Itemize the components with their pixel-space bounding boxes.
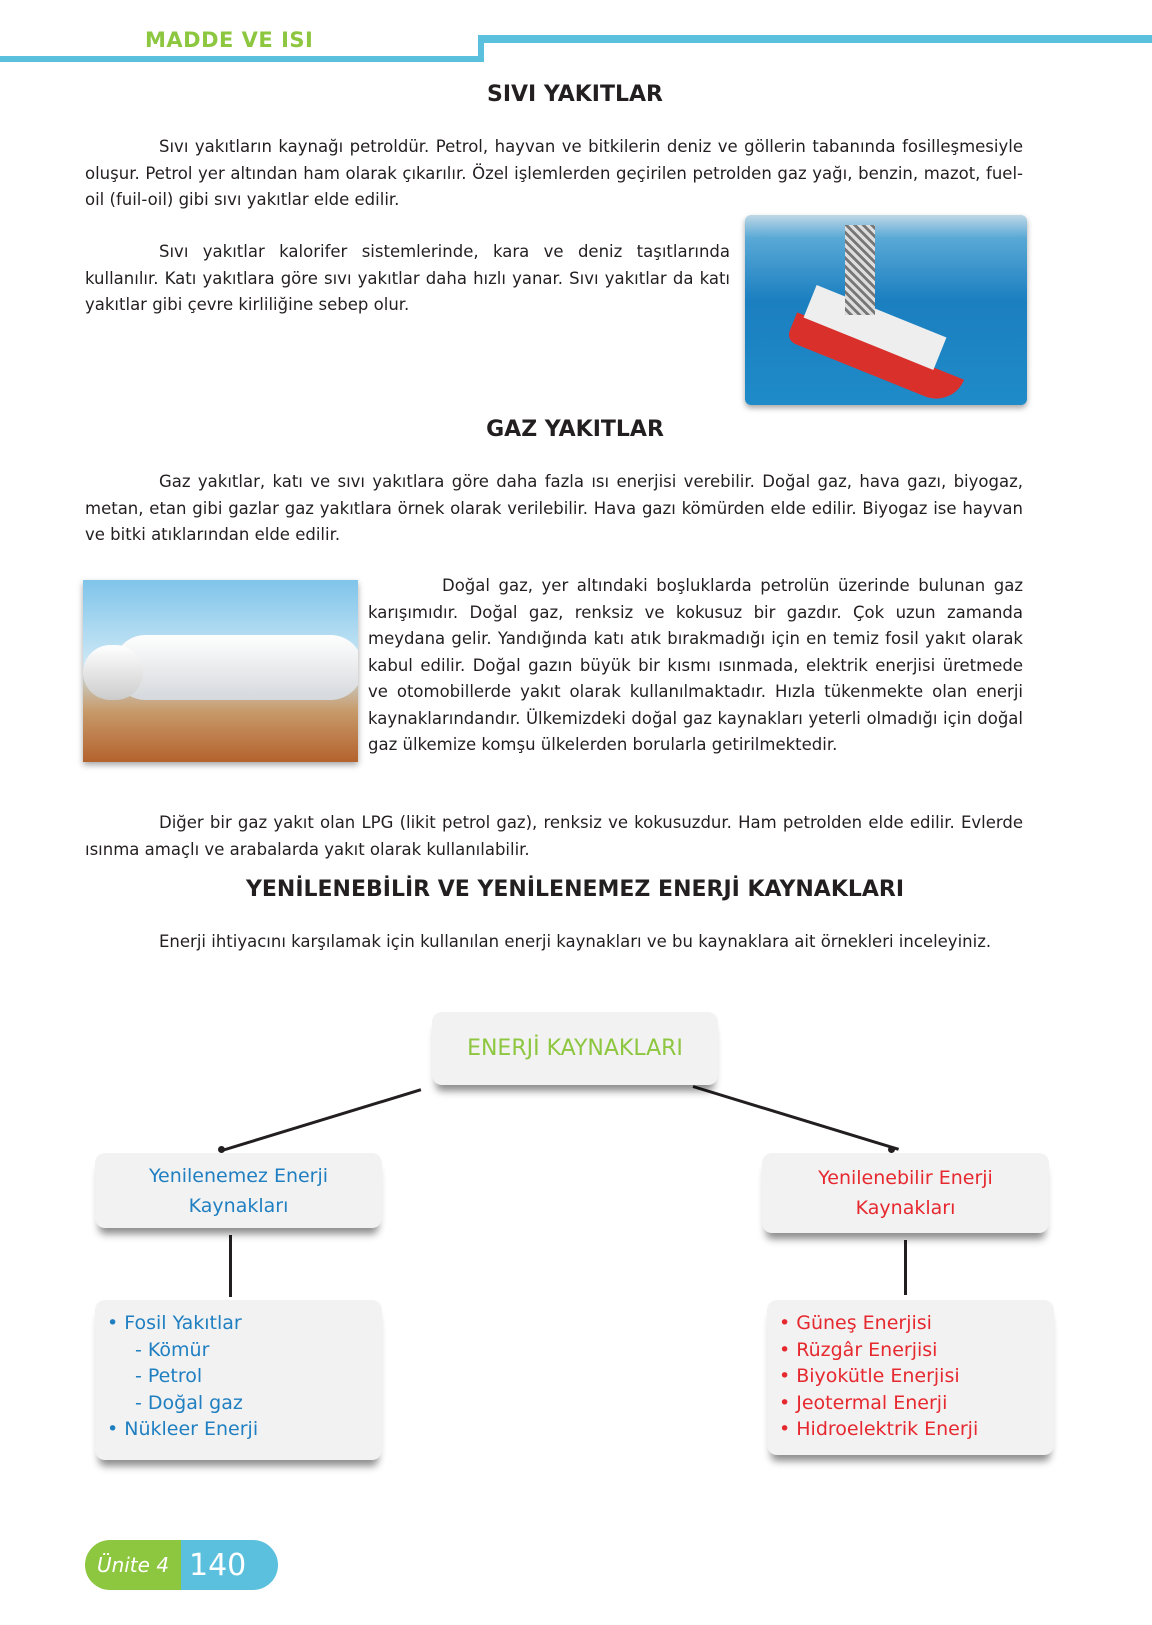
nonrenewable-node: Yenilenemez Enerji Kaynakları <box>95 1153 382 1228</box>
list-item: • Biyokütle Enerjisi <box>779 1365 960 1387</box>
unit-label: Ünite 4 <box>85 1540 181 1590</box>
list-item: • Fosil Yakıtlar <box>107 1312 242 1334</box>
list-item: • Güneş Enerjisi <box>779 1312 932 1334</box>
page-number: 140 <box>181 1540 278 1590</box>
connector-line <box>904 1240 907 1295</box>
gas-tanks-image <box>83 580 358 762</box>
list-item: • Jeotermal Enerji <box>779 1391 948 1414</box>
paragraph: Sıvı yakıtların kaynağı petroldür. Petrol, hayvan ve bitkilerin deniz ve göllerin tabanında fosilleşmesiyle oluşur. Petrol yer altından ham olarak çıkarılır. Özel işlemlerden geçirilen petrolden gaz yağı, benzin, mazot, fuel-oil (fuil-oil) gibi sıvı yakıtlar elde edilir. <box>85 137 1023 209</box>
header-bar <box>478 35 1152 43</box>
paragraph: Diğer bir gaz yakıt olan LPG (likit petrol gaz), renksiz ve kokusuzdur. Ham petrolden elde edilir. Evlerde ısınma amaçlı ve arabalarda yakıt olarak kullanılabilir. <box>85 813 1023 859</box>
connector-dot <box>888 1146 895 1153</box>
root-node: ENERJİ KAYNAKLARI <box>432 1012 718 1085</box>
renewable-list <box>767 1300 1054 1455</box>
drilling-ship-image <box>745 215 1027 405</box>
list-item: • Hidroelektrik Enerji <box>779 1418 979 1440</box>
section-title-liquid: SIVI YAKITLAR <box>487 82 663 107</box>
section-title-gas: GAZ YAKITLAR <box>486 417 664 442</box>
paragraph: Enerji ihtiyacını karşılamak için kullanılan enerji kaynakları ve bu kaynaklara ait örnekleri inceleyiniz. <box>159 932 992 951</box>
list-item: • Nükleer Enerji <box>107 1418 259 1440</box>
connector-line <box>229 1235 232 1297</box>
paragraph: Gaz yakıtlar, katı ve sıvı yakıtlara göre daha fazla ısı enerjisi verebilir. Doğal gaz, hava gazı, biyogaz, metan, etan gibi gazlar gaz yakıtlara örnek olarak verilebilir. Hava gazı kömürden elde edilir. Biyogaz ise hayvan ve bitki atıklarından elde edilir. <box>85 472 1023 544</box>
paragraph: Sıvı yakıtlar kalorifer sistemlerinde, kara ve deniz taşıtlarında kullanılır. Katı yakıtlara göre sıvı yakıtlar daha hızlı yanar. Sıvı yakıtlar da katı yakıtlar gibi çevre kirliliğine sebep olur. <box>85 242 730 314</box>
list-item: - Kömür <box>135 1338 210 1361</box>
nonrenewable-list <box>95 1300 382 1460</box>
connector-line <box>222 1088 422 1152</box>
renewable-node: Yenilenebilir Enerji Kaynakları <box>762 1153 1049 1233</box>
section-title-energy: YENİLENEBİLİR VE YENİLENEMEZ ENERJİ KAYNAKLARI <box>245 877 905 902</box>
paragraph: Doğal gaz, yer altındaki boşluklarda petrolün üzerinde bulunan gaz karışımıdır. Doğal gaz, renksiz ve kokusuz bir gazdır. Çok uzun zamanda meydana gelir. Yandığında katı atık bırakmadığı için en temiz fosil yakıt olarak kabul edilir. Doğal gazın büyük bir kısmı ısınmada, elektrik enerjisi üretmede ve otomobillerde yakıt olarak kullanılmaktadır. Hızla tükenmekte olan enerji kaynaklarındandır. Ülkemizdeki doğal gaz kaynakları yeterli olmadığı için doğal gaz ülkemize komşu ülkelerden borularla getirilmektedir. <box>368 576 1023 754</box>
list-item: • Rüzgâr Enerjisi <box>779 1338 938 1361</box>
list-item: - Doğal gaz <box>135 1391 243 1414</box>
header-bar <box>0 56 483 62</box>
page-footer-badge <box>85 1540 278 1590</box>
chapter-title: MADDE VE ISI <box>145 28 314 52</box>
list-item: - Petrol <box>135 1365 203 1387</box>
connector-dot <box>218 1146 225 1153</box>
header-bar <box>478 35 484 62</box>
connector-line <box>693 1085 899 1151</box>
